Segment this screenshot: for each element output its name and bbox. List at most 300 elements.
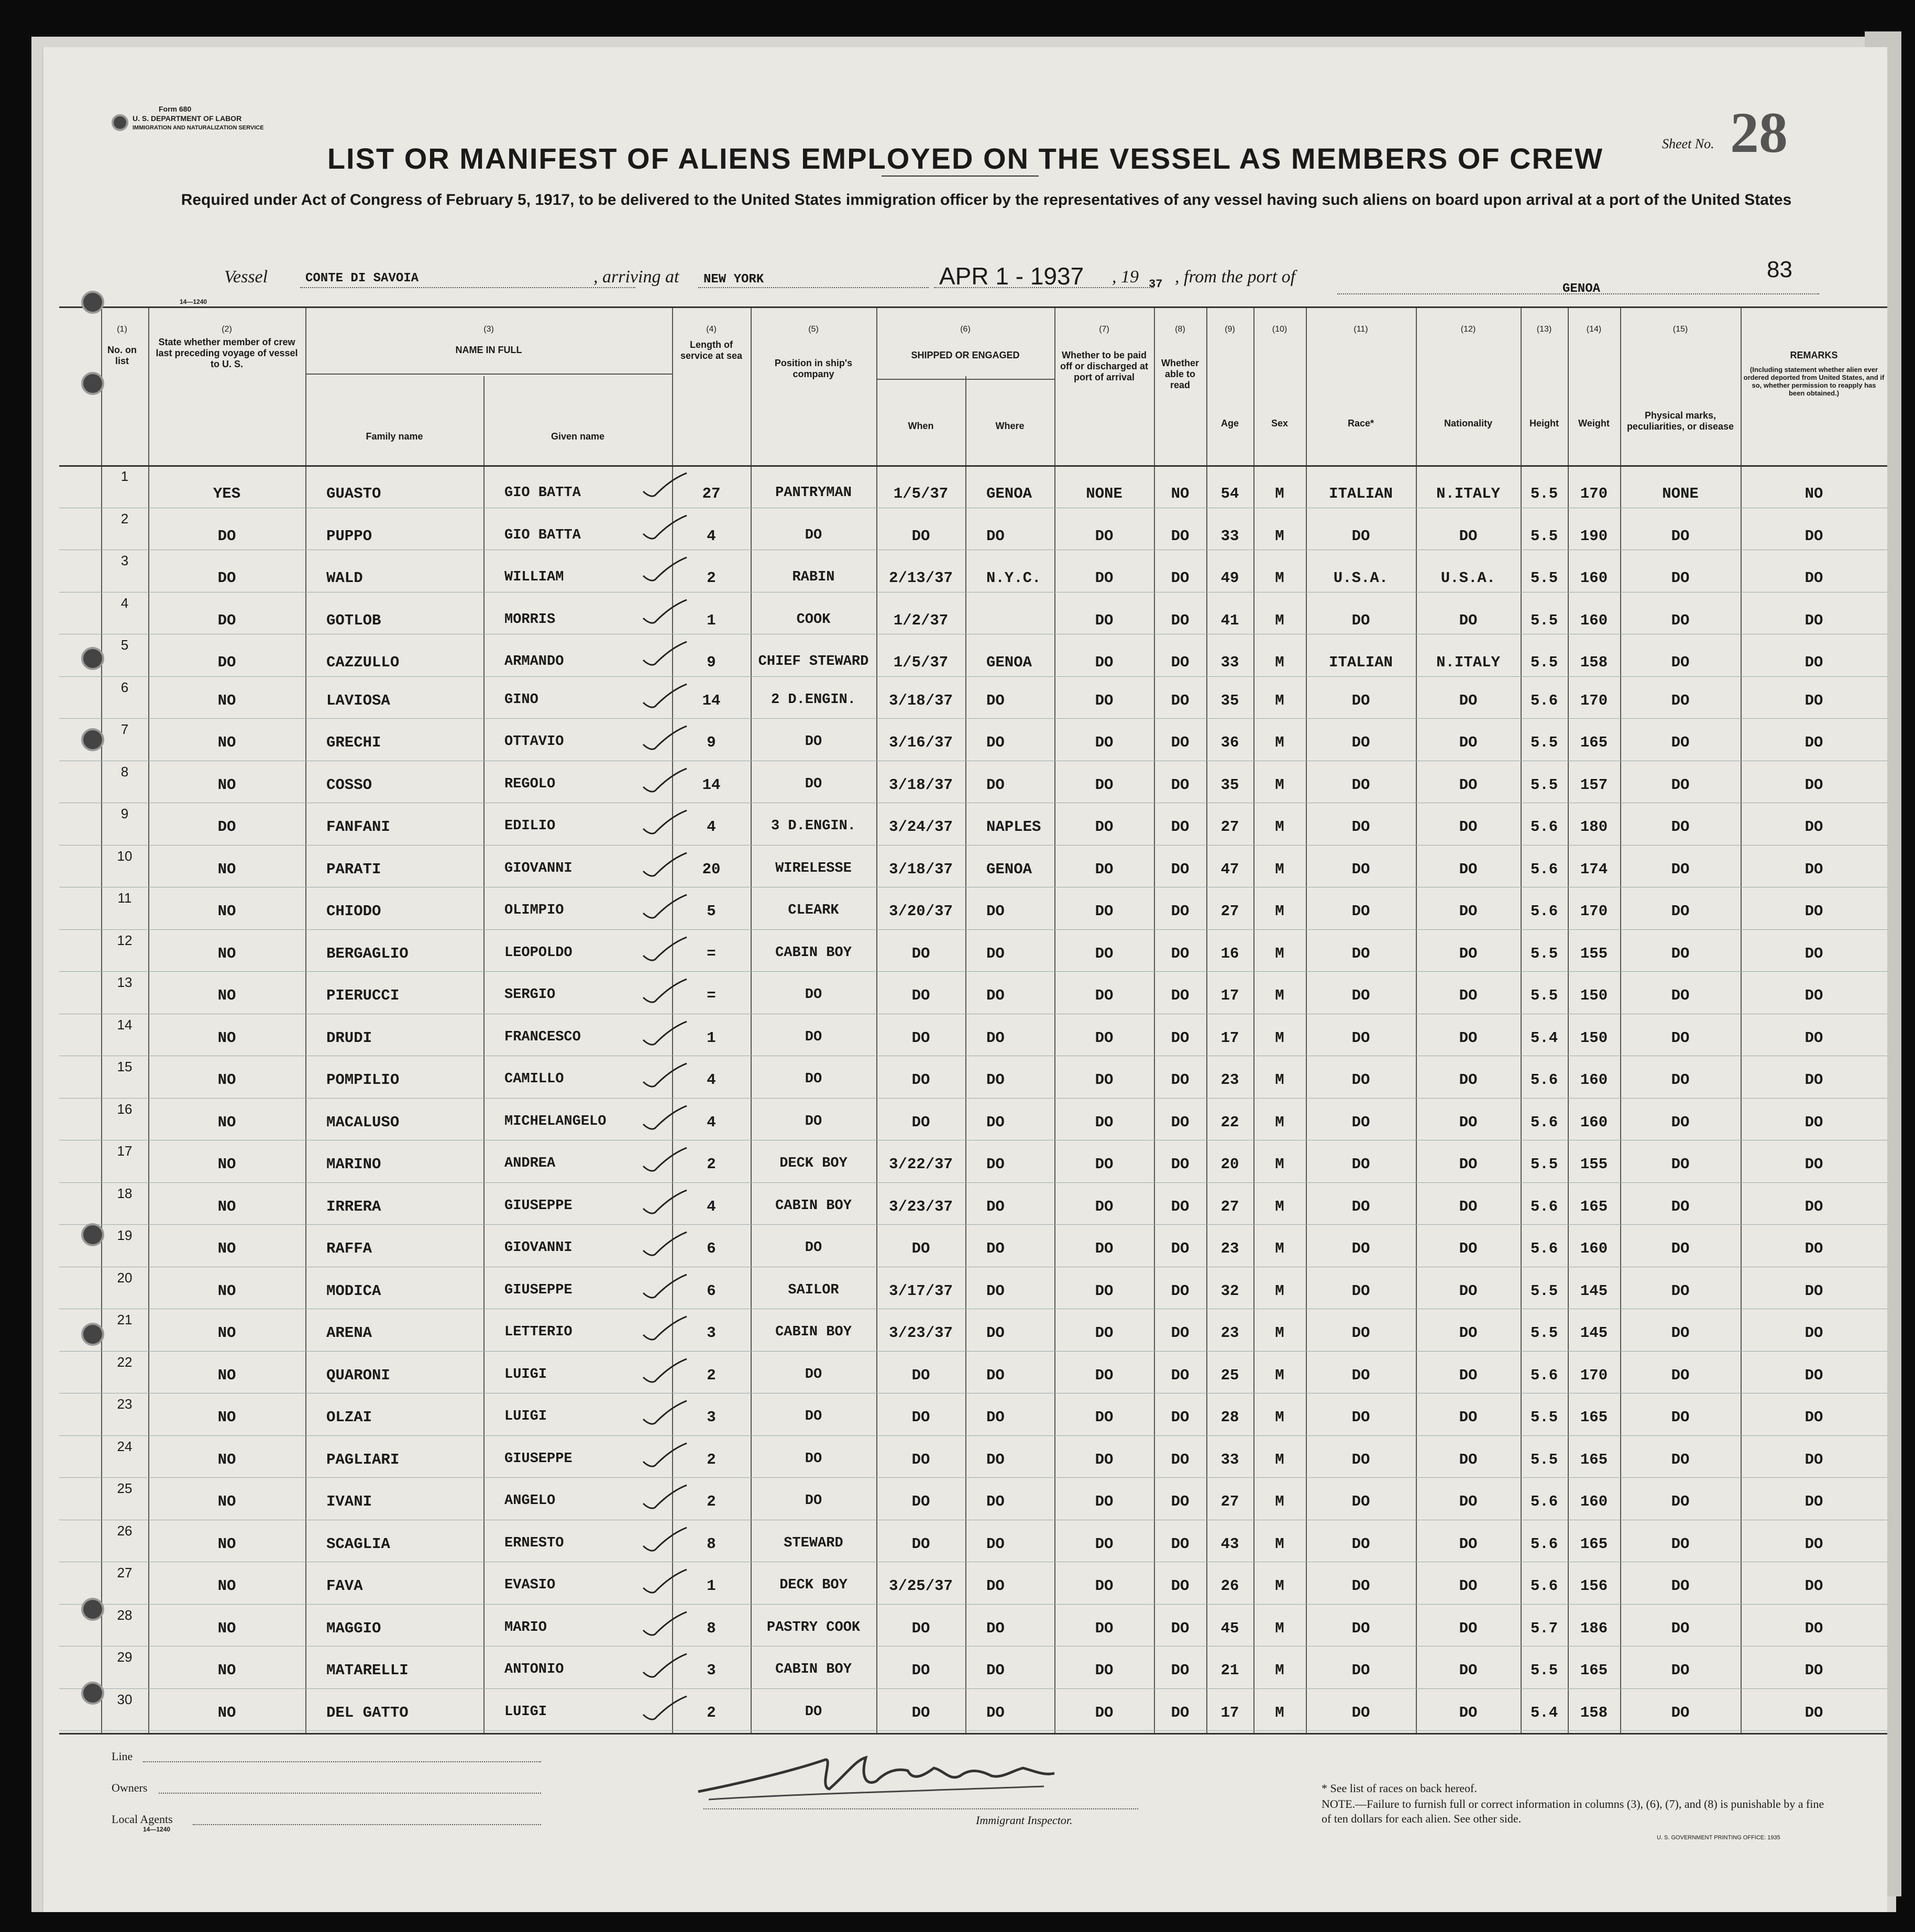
cell-where: DO [986, 1324, 1005, 1342]
cell-race: DO [1351, 611, 1370, 629]
row-number: 1 [120, 468, 129, 484]
h3-given: Given name [551, 431, 605, 442]
cell-sex: M [1275, 1409, 1284, 1426]
cell-paid: DO [1095, 776, 1114, 794]
cell-race: DO [1351, 1029, 1370, 1047]
check-mark [641, 1356, 688, 1388]
cell-remarks: DO [1804, 987, 1823, 1004]
cell-family: FANFANI [326, 818, 390, 836]
cell-position: STEWARD [784, 1535, 843, 1551]
table-row [59, 1562, 1887, 1604]
cell-paid: DO [1095, 1577, 1114, 1595]
h8-num: (8) [1175, 325, 1185, 334]
cell-race: DO [1351, 1282, 1370, 1300]
cell-family: FAVA [326, 1577, 363, 1595]
table-row [59, 465, 1887, 508]
cell-position: DO [805, 734, 822, 750]
h5-label: Position in ship's company [774, 358, 853, 379]
cell-given: GIO BATTA [504, 485, 581, 501]
cell-nat: DO [1459, 945, 1478, 962]
h10-num: (10) [1272, 325, 1287, 334]
cell-where: DO [986, 1662, 1005, 1679]
inspector-label: Immigrant Inspector. [976, 1814, 1073, 1827]
cell-when: 3/16/37 [889, 734, 953, 751]
year-suffix: 37 [1149, 278, 1163, 291]
cell-read: DO [1171, 1493, 1190, 1510]
cell-paid: DO [1095, 1198, 1114, 1215]
cell-sex: M [1275, 611, 1284, 629]
cell-weight: 160 [1580, 611, 1608, 629]
cell-where: DO [986, 1282, 1005, 1300]
cell-marks: DO [1671, 691, 1690, 709]
cell-family: QUARONI [326, 1366, 390, 1384]
h15-label: Physical marks, peculiarities, or disease [1626, 410, 1734, 432]
line-label: Line [112, 1750, 133, 1763]
vessel-label: Vessel [224, 267, 268, 287]
cell-prev: NO [217, 1240, 236, 1257]
from-port-line [1337, 293, 1819, 294]
check-mark [641, 1651, 688, 1683]
table-row [59, 1688, 1887, 1731]
cell-where: DO [986, 1409, 1005, 1426]
cell-remarks: DO [1804, 1282, 1823, 1300]
cell-sex: M [1275, 734, 1284, 751]
cell-given: ARMANDO [504, 654, 564, 669]
cell-remarks: DO [1804, 1113, 1823, 1131]
cell-age: 22 [1220, 1113, 1239, 1131]
cell-service: 1 [707, 1029, 716, 1047]
cell-given: GIUSEPPE [504, 1282, 573, 1298]
h12-label: Nationality [1444, 418, 1492, 429]
cell-given: MARIO [504, 1619, 547, 1635]
cell-marks: DO [1671, 945, 1690, 962]
cell-paid: DO [1095, 1324, 1114, 1342]
cell-nat: DO [1459, 691, 1478, 709]
cell-family: MATARELLI [326, 1662, 409, 1679]
row-number: 15 [117, 1059, 133, 1074]
cell-position: DECK BOY [779, 1577, 848, 1593]
cell-when: 3/25/37 [889, 1577, 953, 1595]
cell-age: 23 [1220, 1071, 1239, 1089]
cell-read: DO [1171, 818, 1190, 836]
cell-marks: DO [1671, 527, 1690, 545]
cell-family: SCAGLIA [326, 1535, 390, 1553]
cell-paid: NONE [1086, 485, 1122, 502]
cell-remarks: DO [1804, 1240, 1823, 1257]
cell-sex: M [1275, 1366, 1284, 1384]
cell-prev: NO [217, 1493, 236, 1510]
cell-age: 45 [1220, 1619, 1239, 1637]
cell-prev: NO [217, 1029, 236, 1047]
punch-hole [112, 114, 128, 131]
cell-read: DO [1171, 1282, 1190, 1300]
cell-marks: DO [1671, 1071, 1690, 1089]
table-row [59, 1098, 1887, 1140]
cell-sex: M [1275, 776, 1284, 794]
cell-paid: DO [1095, 1029, 1114, 1047]
cell-weight: 160 [1580, 569, 1608, 587]
cell-race: DO [1351, 1113, 1370, 1131]
cell-age: 43 [1220, 1535, 1239, 1553]
cell-race: DO [1351, 1198, 1370, 1215]
cell-given: EDILIO [504, 818, 556, 834]
cell-when: DO [911, 1366, 930, 1384]
cell-sex: M [1275, 1493, 1284, 1510]
cell-nat: DO [1459, 611, 1478, 629]
cell-marks: DO [1671, 1113, 1690, 1131]
check-mark [641, 723, 688, 755]
cell-where: DO [986, 1029, 1005, 1047]
table-row [59, 761, 1887, 803]
table-row [59, 508, 1887, 550]
cell-service: 8 [707, 1535, 716, 1553]
cell-sex: M [1275, 527, 1284, 545]
cell-when: DO [911, 1493, 930, 1510]
row-number: 23 [117, 1396, 133, 1412]
cell-paid: DO [1095, 818, 1114, 836]
cell-position: CABIN BOY [775, 945, 852, 961]
row-number: 8 [120, 763, 129, 780]
manifest-sheet [42, 47, 1887, 1912]
cell-age: 23 [1220, 1240, 1239, 1257]
row-number: 5 [120, 637, 129, 653]
h5-num: (5) [808, 325, 819, 334]
cell-prev: NO [217, 1113, 236, 1131]
cell-race: DO [1351, 691, 1370, 709]
cell-read: DO [1171, 860, 1190, 878]
row-number: 12 [117, 932, 133, 948]
cell-age: 33 [1220, 1451, 1239, 1468]
cell-paid: DO [1095, 903, 1114, 920]
check-mark [641, 935, 688, 966]
cell-remarks: DO [1804, 1535, 1823, 1553]
cell-weight: 170 [1580, 1366, 1608, 1384]
cell-position: CABIN BOY [775, 1662, 852, 1677]
cell-prev: NO [217, 1409, 236, 1426]
row-number: 11 [117, 890, 132, 906]
cell-position: DO [805, 1409, 822, 1424]
vessel-name: CONTE DI SAVOIA [305, 271, 419, 286]
subheader-rule [876, 379, 1054, 380]
cell-remarks: DO [1804, 1451, 1823, 1468]
cell-position: DO [805, 527, 822, 543]
cell-paid: DO [1095, 987, 1114, 1004]
check-mark [641, 555, 688, 586]
table-row [59, 971, 1887, 1014]
cell-family: MARINO [326, 1156, 381, 1173]
table-row [59, 1182, 1887, 1225]
cell-prev: NO [217, 987, 236, 1004]
cell-service: 2 [707, 1493, 716, 1510]
races-note: * See list of races on back hereof. [1322, 1782, 1477, 1795]
cell-service: 4 [707, 818, 716, 836]
row-number: 3 [120, 553, 129, 568]
cell-height: 5.5 [1530, 1451, 1558, 1468]
cell-weight: 170 [1580, 691, 1608, 709]
cell-height: 5.5 [1530, 485, 1558, 502]
h1-label: No. on list [107, 345, 137, 366]
cell-race: DO [1351, 860, 1370, 878]
cell-where: DO [986, 1071, 1005, 1089]
cell-marks: DO [1671, 1198, 1690, 1215]
cell-service: 14 [702, 691, 721, 709]
cell-read: DO [1171, 569, 1190, 587]
table-row [59, 887, 1887, 929]
cell-nat: N.ITALY [1436, 485, 1500, 502]
row-number: 27 [117, 1565, 133, 1580]
check-mark [641, 1441, 688, 1472]
check-mark [641, 1694, 688, 1725]
cell-service: 4 [707, 1071, 716, 1089]
crew-table [59, 306, 1887, 1733]
cell-family: DRUDI [326, 1029, 372, 1047]
row-number: 9 [120, 806, 129, 821]
agents-label: Local Agents [112, 1813, 173, 1826]
cell-position: DO [805, 1113, 822, 1129]
cell-height: 5.6 [1530, 1240, 1558, 1257]
check-mark [641, 682, 688, 713]
cell-family: IVANI [326, 1493, 372, 1510]
row-number: 2 [120, 510, 129, 526]
cell-race: ITALIAN [1329, 485, 1393, 502]
table-row [59, 1393, 1887, 1435]
cell-given: FRANCESCO [504, 1029, 581, 1045]
table-row [59, 634, 1887, 676]
cell-service: = [707, 945, 716, 962]
cell-height: 5.6 [1530, 691, 1558, 709]
form-department: U. S. DEPARTMENT OF LABOR [133, 114, 242, 123]
cell-sex: M [1275, 1071, 1284, 1089]
cell-paid: DO [1095, 1113, 1114, 1131]
cell-remarks: DO [1804, 654, 1823, 671]
cell-height: 5.6 [1530, 1493, 1558, 1510]
cell-paid: DO [1095, 734, 1114, 751]
cell-position: CLEARK [788, 903, 839, 918]
cell-when: DO [911, 1409, 930, 1426]
h14-label: Weight [1578, 418, 1610, 429]
cell-when: 3/18/37 [889, 860, 953, 878]
row-number: 30 [117, 1691, 133, 1707]
cell-height: 5.6 [1530, 1113, 1558, 1131]
cell-prev: NO [217, 1619, 236, 1637]
cell-nat: DO [1459, 527, 1478, 545]
cell-prev: DO [217, 818, 236, 836]
table-row [59, 1435, 1887, 1478]
punch-hole [81, 1682, 104, 1705]
cell-read: DO [1171, 611, 1190, 629]
cell-nat: DO [1459, 1409, 1478, 1426]
cell-when: DO [911, 1113, 930, 1131]
cell-nat: DO [1459, 776, 1478, 794]
cell-marks: DO [1671, 654, 1690, 671]
h15-num: (15) [1672, 325, 1688, 334]
cell-service: 4 [707, 1198, 716, 1215]
table-row [59, 1604, 1887, 1646]
cell-prev: DO [217, 611, 236, 629]
cell-family: CAZZULLO [326, 654, 400, 671]
punch-hole [81, 1598, 104, 1621]
cell-age: 16 [1220, 945, 1239, 962]
table-row [59, 803, 1887, 845]
cell-given: LUIGI [504, 1704, 547, 1720]
from-port: GENOA [1562, 282, 1601, 296]
cell-position: COOK [796, 611, 831, 628]
row-number: 21 [117, 1312, 133, 1327]
inspector-signature [688, 1739, 1086, 1807]
cell-where: DO [986, 1113, 1005, 1131]
cell-nat: DO [1459, 1324, 1478, 1342]
cell-weight: 170 [1580, 903, 1608, 920]
cell-nat: DO [1459, 860, 1478, 878]
cell-race: DO [1351, 776, 1370, 794]
cell-position: DO [805, 987, 822, 1003]
cell-race: DO [1351, 903, 1370, 920]
arriving-port: NEW YORK [703, 272, 764, 287]
cell-read: DO [1171, 1704, 1190, 1721]
check-mark [641, 1061, 688, 1092]
cell-prev: NO [217, 1282, 236, 1300]
cell-remarks: DO [1804, 1071, 1823, 1089]
cell-where: DO [986, 987, 1005, 1004]
h9-num: (9) [1225, 325, 1235, 334]
cell-prev: NO [217, 1366, 236, 1384]
check-mark [641, 1230, 688, 1261]
cell-remarks: DO [1804, 734, 1823, 751]
cell-service: 4 [707, 1113, 716, 1131]
cell-height: 5.6 [1530, 1535, 1558, 1553]
cell-position: DO [805, 776, 822, 792]
cell-when: 2/13/37 [889, 569, 953, 587]
cell-race: DO [1351, 818, 1370, 836]
cell-prev: YES [213, 485, 241, 502]
page-subtitle: Required under Act of Congress of February 5, 1917, to be delivered to the United States immigration officer by the representatives of any vessel having such aliens on board upon arrival at a port of the United States [181, 191, 1792, 208]
cell-paid: DO [1095, 1071, 1114, 1089]
cell-position: PASTRY COOK [766, 1619, 861, 1635]
cell-position: DO [805, 1451, 822, 1467]
cell-weight: 150 [1580, 987, 1608, 1004]
cell-paid: DO [1095, 1451, 1114, 1468]
cell-age: 17 [1220, 1704, 1239, 1721]
cell-height: 5.4 [1530, 1704, 1558, 1721]
cell-when: 3/18/37 [889, 776, 953, 794]
cell-position: RABIN [792, 569, 835, 585]
cell-service: 3 [707, 1409, 716, 1426]
cell-given: ANTONIO [504, 1662, 564, 1677]
cell-prev: DO [217, 654, 236, 671]
cell-marks: DO [1671, 1662, 1690, 1679]
cell-race: DO [1351, 1619, 1370, 1637]
cell-marks: DO [1671, 1156, 1690, 1173]
cell-family: GOTLOB [326, 611, 381, 629]
h10-label: Sex [1271, 418, 1289, 429]
cell-service: 2 [707, 569, 716, 587]
table-row [59, 1520, 1887, 1562]
cell-prev: NO [217, 1324, 236, 1342]
cell-service: 3 [707, 1662, 716, 1679]
cell-height: 5.6 [1530, 1198, 1558, 1215]
cell-nat: DO [1459, 734, 1478, 751]
cell-position: WIRELESSE [775, 860, 852, 876]
cell-service: 4 [707, 527, 716, 545]
cell-where: DO [986, 1198, 1005, 1215]
cell-race: DO [1351, 1493, 1370, 1510]
check-mark [641, 808, 688, 839]
inspector-line [703, 1808, 1138, 1809]
cell-prev: NO [217, 776, 236, 794]
check-mark [641, 470, 688, 502]
cell-remarks: DO [1804, 1577, 1823, 1595]
cell-weight: 145 [1580, 1324, 1608, 1342]
cell-service: 1 [707, 1577, 716, 1595]
penalty-note: NOTE.—Failure to furnish full or correct information in columns (3), (6), (7), and (8) is punishable by a fine of ten dollars for each alien. See other side. [1322, 1797, 1824, 1825]
cell-sex: M [1275, 485, 1284, 502]
table-row [59, 1351, 1887, 1393]
cell-age: 35 [1220, 776, 1239, 794]
cell-age: 23 [1220, 1324, 1239, 1342]
cell-family: MODICA [326, 1282, 381, 1300]
cell-family: PUPPO [326, 527, 372, 545]
cell-given: CAMILLO [504, 1071, 564, 1087]
cell-height: 5.5 [1530, 1156, 1558, 1173]
cell-height: 5.6 [1530, 1366, 1558, 1384]
cell-prev: NO [217, 1156, 236, 1173]
cell-given: MICHELANGELO [504, 1113, 607, 1129]
check-mark [641, 513, 688, 544]
corner-number: 83 [1767, 257, 1792, 282]
cell-given: ANDREA [504, 1156, 556, 1171]
cell-when: 3/17/37 [889, 1282, 953, 1300]
h11-num: (11) [1353, 325, 1368, 334]
cell-service: 8 [707, 1619, 716, 1637]
cell-family: MAGGIO [326, 1619, 381, 1637]
cell-prev: NO [217, 1577, 236, 1595]
cell-sex: M [1275, 1451, 1284, 1468]
cell-position: 3 D.ENGIN. [771, 818, 856, 834]
check-mark [641, 1272, 688, 1303]
cell-paid: DO [1095, 1704, 1114, 1721]
cell-remarks: DO [1804, 1704, 1823, 1721]
form-number: Form 680 [159, 105, 192, 113]
cell-weight: 180 [1580, 818, 1608, 836]
cell-marks: DO [1671, 734, 1690, 751]
cell-sex: M [1275, 1029, 1284, 1047]
cell-weight: 186 [1580, 1619, 1608, 1637]
cell-marks: DO [1671, 776, 1690, 794]
cell-service: 6 [707, 1240, 716, 1257]
cell-age: 17 [1220, 987, 1239, 1004]
row-number: 29 [117, 1649, 133, 1665]
cell-sex: M [1275, 903, 1284, 920]
cell-prev: DO [217, 527, 236, 545]
cell-service: 20 [702, 860, 721, 878]
cell-when: DO [911, 1662, 930, 1679]
cell-weight: 160 [1580, 1071, 1608, 1089]
date-stamp: APR 1 - 1937 [939, 262, 1084, 290]
cell-nat: DO [1459, 1535, 1478, 1553]
cell-weight: 160 [1580, 1113, 1608, 1131]
check-mark [641, 1567, 688, 1598]
cell-family: ARENA [326, 1324, 372, 1342]
cell-read: DO [1171, 1619, 1190, 1637]
cell-nat: DO [1459, 1198, 1478, 1215]
owners-label: Owners [112, 1781, 148, 1794]
cell-read: DO [1171, 1535, 1190, 1553]
cell-nat: DO [1459, 1619, 1478, 1637]
cell-age: 27 [1220, 1198, 1239, 1215]
cell-race: DO [1351, 987, 1370, 1004]
cell-height: 5.5 [1530, 776, 1558, 794]
cell-family: BERGAGLIO [326, 945, 409, 962]
